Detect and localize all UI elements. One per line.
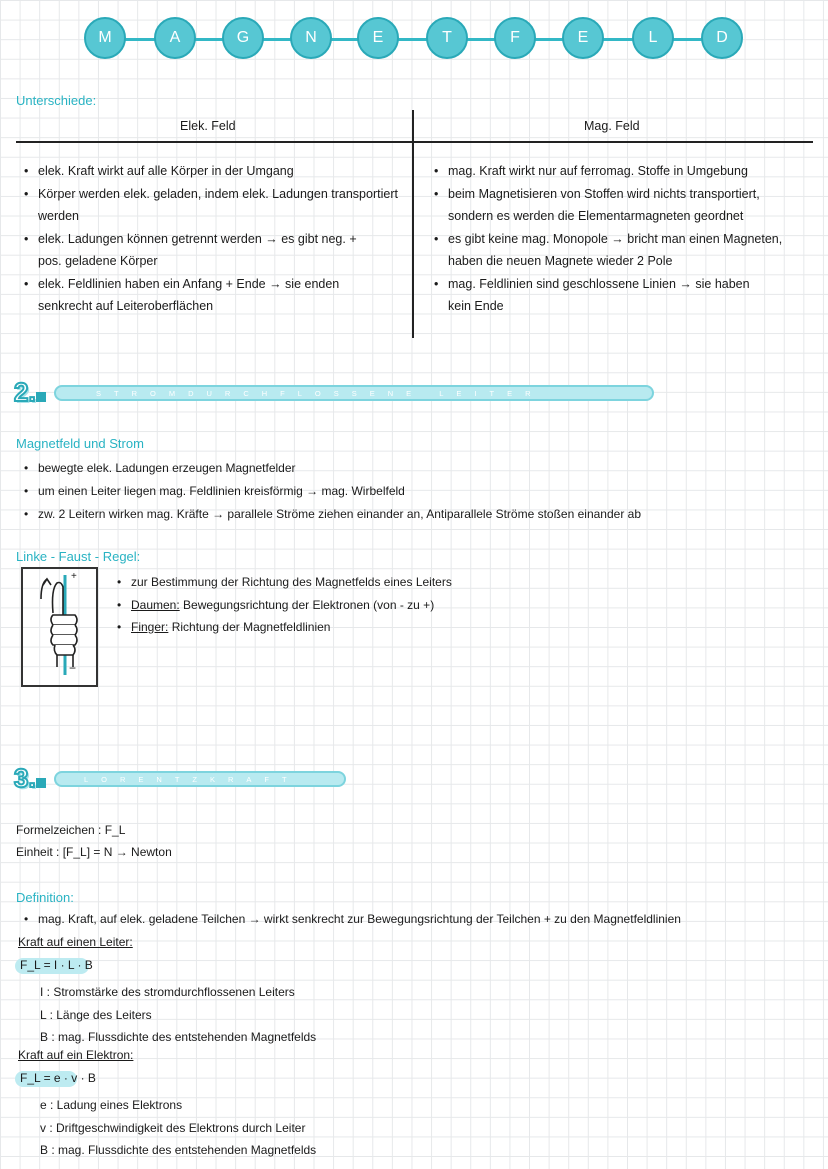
title-letter-circle: G — [222, 17, 264, 59]
minus-sign: − — [69, 661, 77, 675]
rule-list — [131, 571, 811, 639]
rule-text: Bewegungsrichtung der Elektronen (von - zu +) — [183, 597, 435, 612]
table-header-mag: Mag. Feld — [584, 119, 640, 133]
table-col-mag — [448, 160, 820, 318]
list-item-continued: werden — [38, 209, 79, 223]
conductor-variables — [40, 981, 316, 1049]
list-item: • zur Bestimmung der Richtung des Magnetfelds eines Leiters — [131, 571, 811, 594]
rule-term: Daumen: — [131, 597, 180, 612]
plus-sign: + — [71, 571, 77, 582]
definition-text — [38, 912, 818, 926]
title-letter-circle: D — [701, 17, 743, 59]
title-letter-circle: T — [426, 17, 468, 59]
list-item: • elek. Ladungen können getrennt werden → es gibt neg. + — [38, 228, 410, 251]
left-fist-rule-illustration — [21, 567, 98, 687]
section2-list — [38, 457, 818, 526]
table-column-divider — [412, 110, 414, 338]
conductor-heading: Kraft auf einen Leiter: — [18, 935, 133, 949]
section-number-square — [36, 778, 46, 788]
electron-formula: F_L = e · v · B — [20, 1071, 96, 1085]
title-letter-circle: F — [494, 17, 536, 59]
table-header-divider — [16, 141, 813, 143]
section2-number: 2. — [14, 377, 36, 407]
title-letter-circle: A — [154, 17, 196, 59]
list-item-continued: haben die neuen Magnete wieder 2 Pole — [448, 254, 673, 268]
section2-subheading: Magnetfeld und Strom — [16, 436, 144, 451]
list-item: • zw. 2 Leitern wirken mag. Kräfte → parallele Ströme ziehen einander an, Antiparallele Ströme stoßen einander ab — [38, 503, 818, 526]
list-item — [131, 594, 811, 617]
title-letter-circle: E — [562, 17, 604, 59]
section3-number: 3. — [14, 763, 36, 793]
list-item: • es gibt keine mag. Monopole → bricht man einen Magneten, — [448, 228, 820, 251]
list-item: • beim Magnetisieren von Stoffen wird nichts transportiert, — [448, 183, 820, 206]
table-col-elek — [38, 160, 410, 318]
list-item: • mag. Kraft wirkt nur auf ferromag. Stoffe in Umgebung — [448, 160, 820, 183]
variable-definition: v : Driftgeschwindigkeit des Elektrons durch Leiter — [40, 1120, 306, 1135]
unit: Einheit : [F_L] = N → Newton — [16, 845, 172, 859]
list-item-continued: pos. geladene Körper — [38, 254, 158, 268]
rule-term: Finger: — [131, 620, 169, 634]
list-item-continued: kein Ende — [448, 299, 504, 313]
title-letter-circle: E — [357, 17, 399, 59]
list-item-continued: sondern es werden die Elementarmagneten geordnet — [448, 209, 744, 223]
section-number-square — [36, 392, 46, 402]
title-letter-circle: M — [84, 17, 126, 59]
formula-symbol: Formelzeichen : F_L — [16, 823, 126, 837]
variable-definition: B : mag. Flussdichte des entstehenden Magnetfelds — [40, 1030, 317, 1044]
list-item: • mag. Kraft, auf elek. geladene Teilchen → wirkt senkrecht zur Bewegungsrichtung der Teilchen + zu den Magnetfeldlinien — [38, 912, 818, 926]
list-item: • elek. Kraft wirkt auf alle Körper in der Umgang — [38, 160, 410, 183]
list-item: • bewegte elek. Ladungen erzeugen Magnetfelder — [38, 457, 818, 480]
section1-label: Unterschiede: — [16, 93, 97, 108]
section3-banner — [54, 771, 346, 787]
list-item-continued: senkrecht auf Leiteroberflächen — [38, 299, 214, 313]
title-letter-circle: N — [290, 17, 332, 59]
list-item — [131, 616, 811, 639]
title-letter-circle: L — [632, 17, 674, 59]
variable-definition: I : Stromstärke des stromdurchflossenen Leiters — [40, 985, 295, 999]
section3-banner-text: LORENTZKRAFT — [84, 775, 300, 784]
variable-definition: B : mag. Flussdichte des entstehenden Magnetfelds — [40, 1143, 317, 1157]
rule-heading: Linke - Faust - Regel: — [16, 549, 141, 564]
section2-banner — [54, 385, 654, 401]
fist-wire-icon — [23, 569, 96, 685]
list-item: • Körper werden elek. geladen, indem elek. Ladungen transportiert — [38, 183, 410, 206]
variable-definition: e : Ladung eines Elektrons — [40, 1098, 183, 1112]
variable-definition: L : Länge des Leiters — [40, 1007, 152, 1022]
table-header-elek: Elek. Feld — [180, 119, 236, 133]
electron-variables — [40, 1094, 316, 1162]
list-item: • um einen Leiter liegen mag. Feldlinien kreisförmig → mag. Wirbelfeld — [38, 480, 818, 503]
list-item: • mag. Feldlinien sind geschlossene Linien → sie haben — [448, 273, 820, 296]
rule-text: Richtung der Magnetfeldlinien — [171, 620, 331, 634]
definition-label: Definition: — [16, 890, 74, 905]
conductor-formula: F_L = I · L · B — [20, 958, 93, 972]
section2-banner-text: STROMDURCHFLOSSENE LEITER — [96, 389, 544, 398]
list-item: • elek. Feldlinien haben ein Anfang + Ende → sie enden — [38, 273, 410, 296]
electron-heading: Kraft auf ein Elektron: — [18, 1048, 134, 1062]
